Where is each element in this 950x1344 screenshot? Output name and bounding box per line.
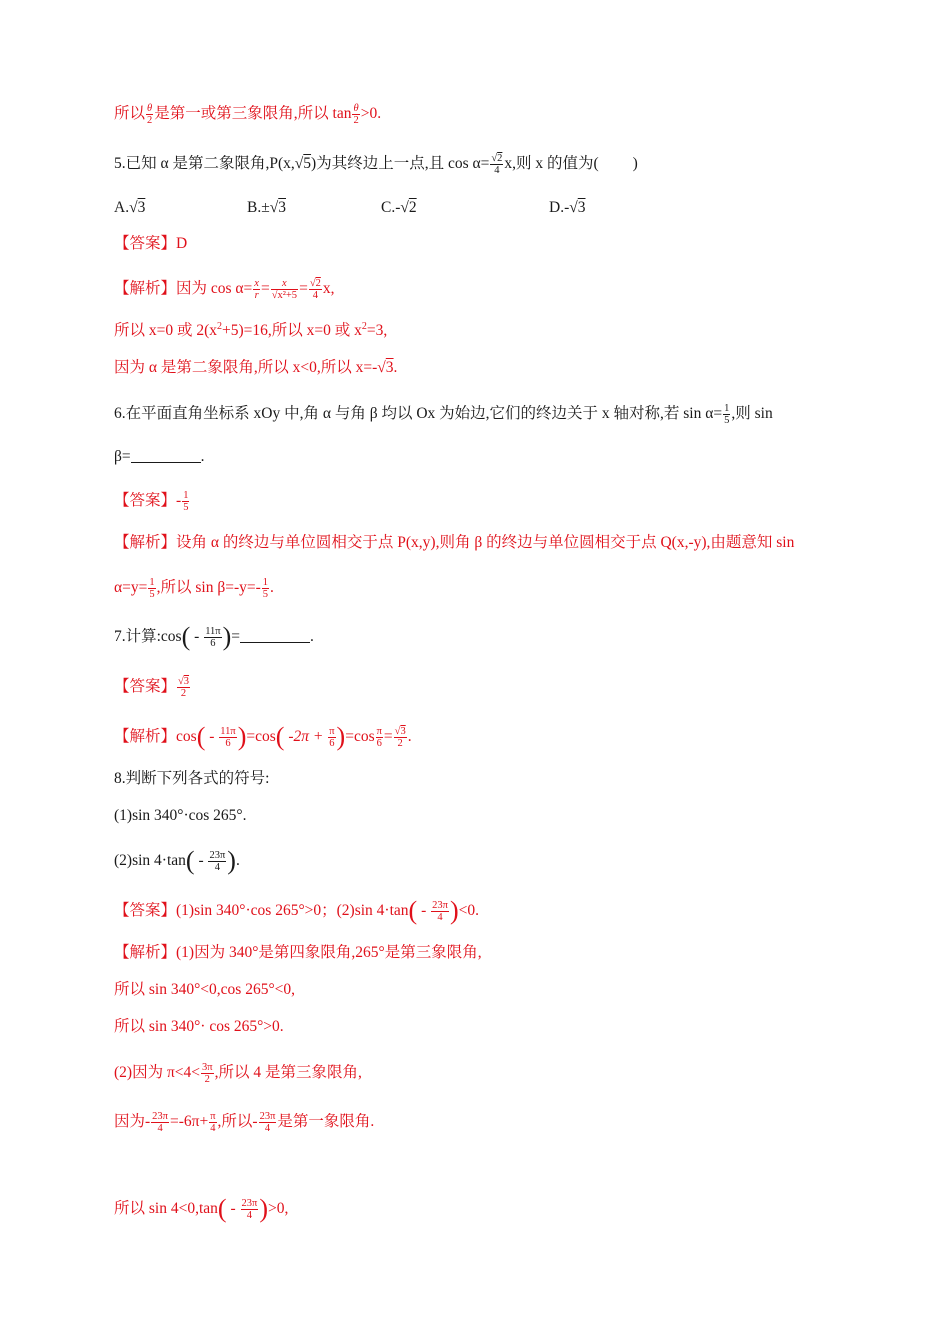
question-8-part-2: (2)sin 4·tan( - $\frac{23\pi}{4}$ ).: [114, 846, 240, 876]
answer-blank: [131, 448, 201, 463]
solution-8-line-5: 因为- $\frac{23\pi}{4}$ =-6π+ $\frac{\pi}{4}$ ,所以- $\frac{23\pi}{4}$ 是第一象限角.: [114, 1111, 375, 1134]
answer-7: 【答案】 $\frac{√3}{2}$: [114, 676, 190, 699]
option-b: B.±√3: [247, 199, 286, 216]
solution-5-line-3: 因为 α 是第二象限角,所以 x<0,所以 x=-√3.: [114, 359, 398, 376]
question-8: 8.判断下列各式的符号:: [114, 770, 270, 787]
question-7: 7.计算:cos( - $\frac{11\pi}{6}$ )= .: [114, 622, 314, 652]
option-a: A.√3: [114, 199, 146, 216]
solution-8-line-4: (2)因为 π<4< $\frac{3\pi}{2}$ ,所以 4 是第三象限角,: [114, 1062, 362, 1085]
solution-8-line-6: 所以 sin 4<0,tan( - $\frac{23\pi}{4}$ )>0,: [114, 1194, 289, 1224]
question-5-options: [114, 198, 586, 218]
solution-8-line-3: 所以 sin 340°· cos 265°>0.: [114, 1018, 284, 1035]
solution-6: 【解析】设角 α 的终边与单位圆相交于点 P(x,y),则角 β 的终边与单位圆相交于点 Q(x,-y),由题意知 sin: [114, 534, 795, 551]
solution-6-line-2: α=y= $\frac{1}{5}$ ,所以 sin β=-y=- $\frac{1}{5}$ .: [114, 577, 274, 600]
option-d: D.-√3: [549, 199, 586, 216]
solution-8: 【解析】(1)因为 340°是第四象限角,265°是第三象限角,: [114, 944, 482, 961]
answer-5: 【答案】D: [114, 235, 188, 252]
answer-blank: [240, 628, 310, 643]
question-8-part-1: (1)sin 340°·cos 265°.: [114, 807, 247, 824]
solution-5: 【解析】因为 cos α= $\frac{x}{r}=$ $\frac{x}{\text{√x²+5}}$ = $\frac{√2}{4}$ x,: [114, 278, 335, 301]
option-c: C.-√2: [381, 199, 417, 216]
solution-7: 【解析】cos( - $\frac{11\pi}{6}$ )=cos( -2π + $\frac{\pi}{6}$ )=cos $\frac{\pi}{6}$ = $\frac{√3}{2}$ .: [114, 722, 412, 752]
solution-8-line-2: 所以 sin 340°<0,cos 265°<0,: [114, 981, 296, 998]
solution-line-prev: 所以 $\frac{\theta}{2}$ 是第一或第三象限角,所以 tan $\frac{\theta}{2}$ >0.: [114, 103, 382, 126]
answer-6: 【答案】- $\frac{1}{5}$: [114, 490, 189, 513]
question-6: 6.在平面直角坐标系 xOy 中,角 α 与角 β 均以 Ox 为始边,它们的终边关于 x 轴对称,若 sin α= $\frac{1}{5}$ ,则 sin: [114, 403, 773, 426]
question-5: 5.已知 α 是第二象限角,P(x,√5)为其终边上一点,且 cos α= $\frac{√2}{4}$ x,则 x 的值为( ): [114, 153, 638, 176]
question-6-line-2: β= .: [114, 448, 205, 465]
answer-8: 【答案】(1)sin 340°·cos 265°>0；(2)sin 4·tan( - $\frac{23\pi}{4}$ )<0.: [114, 896, 479, 926]
solution-5-line-2: 所以 x=0 或 $2(x^2+5)=16$,所以 x=0 或 $x^2=3$,: [114, 320, 388, 339]
